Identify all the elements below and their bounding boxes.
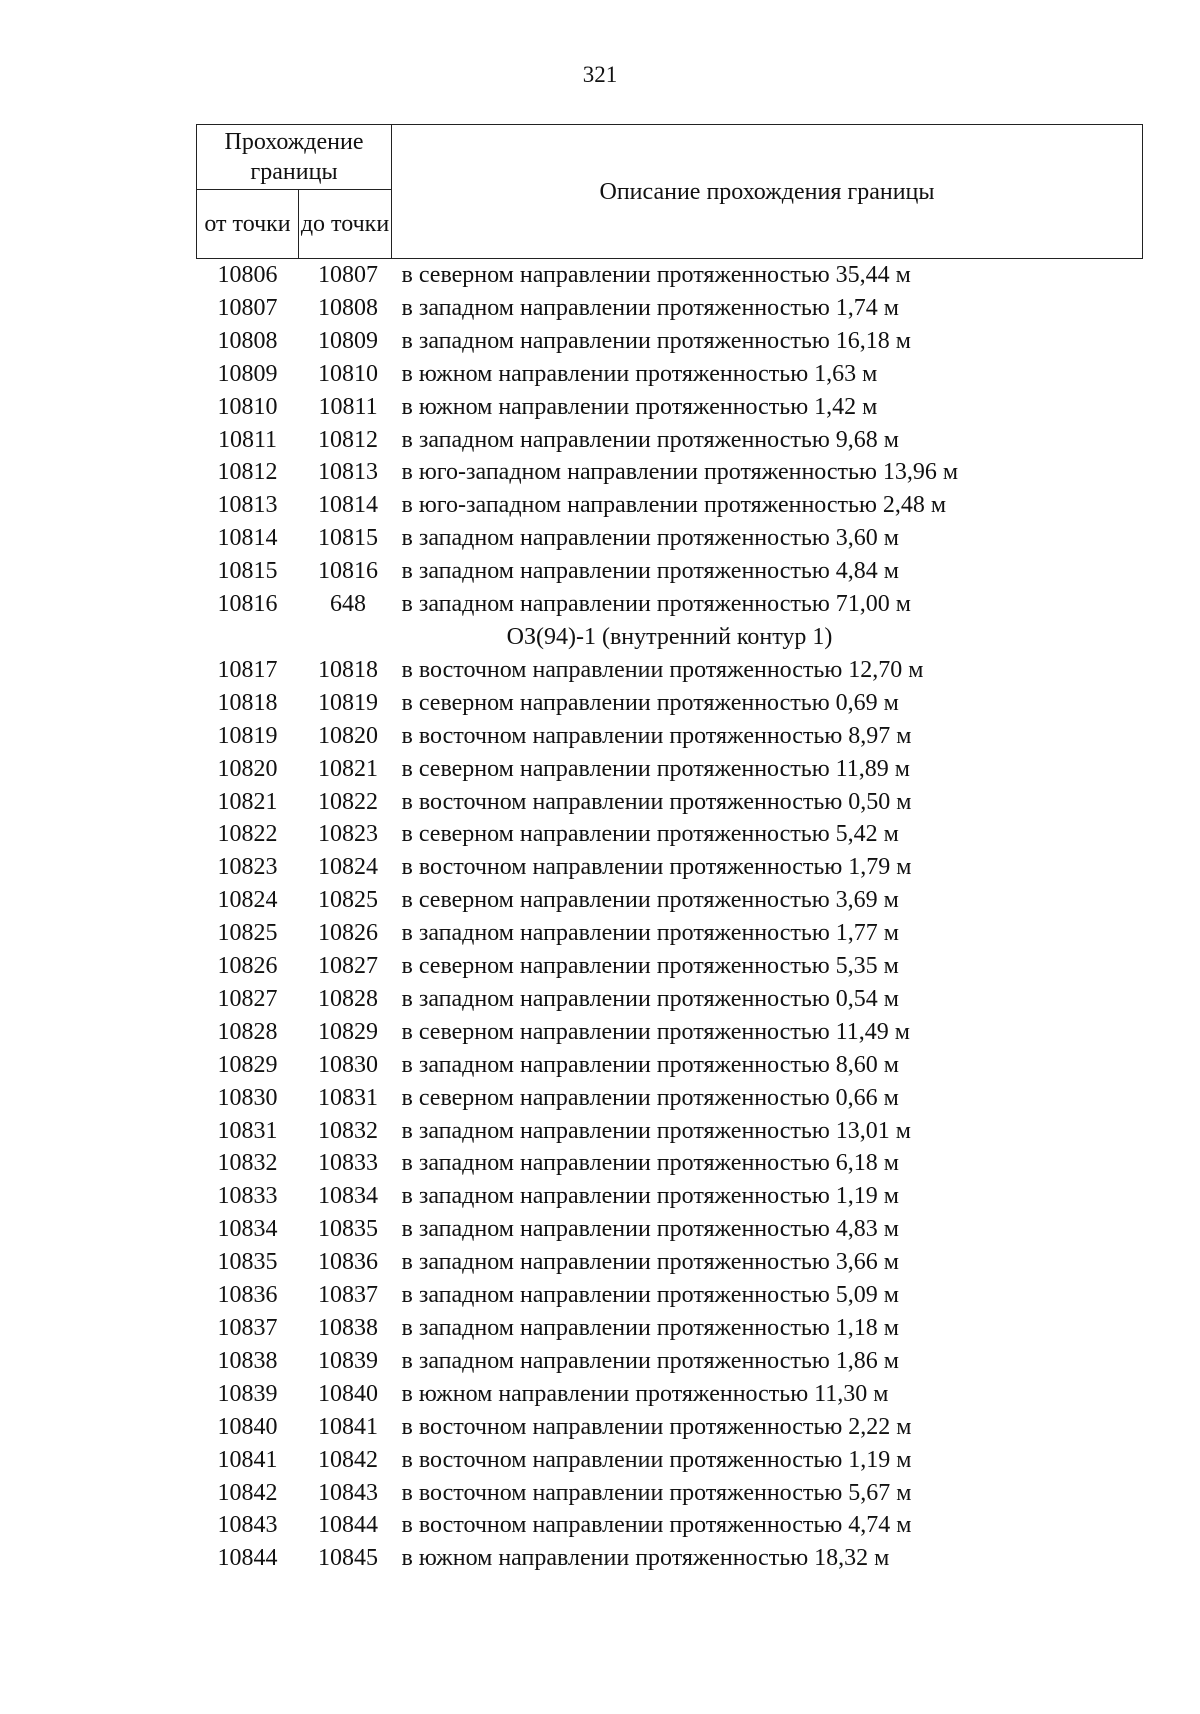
section-title: ОЗ(94)-1 (внутренний контур 1) <box>506 623 833 650</box>
from-point-cell: 10844 <box>217 1545 278 1572</box>
to-point-cell: 10812 <box>318 426 378 453</box>
from-point-cell: 10810 <box>217 393 278 420</box>
to-point-cell: 10826 <box>318 920 378 947</box>
table-row <box>197 1016 1143 1049</box>
description-cell: в западном направлении протяженностью 6,18 м <box>401 1150 899 1177</box>
description-cell: в юго-западном направлении протяженностью 2,48 м <box>401 492 947 519</box>
to-point-cell: 10845 <box>318 1545 378 1572</box>
table-row <box>197 456 1143 489</box>
table-row <box>197 1411 1143 1444</box>
from-point-cell: 10838 <box>217 1347 278 1374</box>
description-cell: в западном направлении протяженностью 3,66 м <box>401 1249 899 1276</box>
description-cell: в северном направлении протяженностью 35,44 м <box>401 262 911 288</box>
from-point-cell: 10815 <box>217 558 278 585</box>
to-point-cell: 10815 <box>318 525 378 552</box>
table-row <box>197 259 1143 292</box>
table-row <box>197 1082 1143 1115</box>
table-row <box>197 1246 1143 1279</box>
description-cell: в восточном направлении протяженностью 0,50 м <box>401 788 912 815</box>
to-point-cell: 10809 <box>318 327 378 354</box>
to-point-cell: 10836 <box>318 1249 378 1276</box>
to-point-cell: 10811 <box>318 393 378 420</box>
table-row <box>197 786 1143 819</box>
to-point-cell: 10844 <box>318 1512 378 1539</box>
from-point-cell: 10841 <box>217 1446 278 1473</box>
table-row <box>197 1049 1143 1082</box>
from-point-cell: 10831 <box>217 1117 278 1144</box>
description-cell: в западном направлении протяженностью 1,19 м <box>401 1183 899 1210</box>
table-body <box>197 259 1143 1576</box>
from-point-cell: 10817 <box>217 656 278 683</box>
from-point-cell: 10818 <box>217 689 278 716</box>
from-point-cell: 10843 <box>217 1512 278 1539</box>
table-header <box>197 125 1143 259</box>
table-row <box>197 851 1143 884</box>
from-point-cell: 10837 <box>217 1315 278 1341</box>
description-cell: в западном направлении протяженностью 0,54 м <box>401 985 899 1012</box>
description-cell: в западном направлении протяженностью 5,09 м <box>401 1282 899 1309</box>
from-point-cell: 10830 <box>217 1084 278 1111</box>
description-cell: в восточном направлении протяженностью 4,74 м <box>401 1512 912 1539</box>
to-point-cell: 10828 <box>318 985 378 1012</box>
table-row <box>197 489 1143 522</box>
table-row <box>197 884 1143 917</box>
to-point-cell: 10823 <box>318 821 378 848</box>
from-point-cell: 10809 <box>217 360 278 387</box>
to-point-cell: 10821 <box>318 755 378 782</box>
from-point-cell: 10811 <box>217 426 278 453</box>
from-point-cell: 10820 <box>217 755 278 782</box>
table-row <box>197 687 1143 720</box>
to-point-cell: 10810 <box>318 360 378 387</box>
table-row <box>197 555 1143 588</box>
to-point-cell: 10819 <box>318 689 378 716</box>
description-cell: в южном направлении протяженностью 1,63 м <box>401 360 878 387</box>
description-cell: в северном направлении протяженностью 11,89 м <box>401 755 910 782</box>
to-point-cell: 10808 <box>318 294 378 321</box>
description-cell: в восточном направлении протяженностью 5,67 м <box>401 1479 912 1506</box>
from-point-cell: 10839 <box>217 1380 278 1407</box>
to-point-cell: 10807 <box>318 262 378 288</box>
to-point-cell: 10827 <box>318 953 378 980</box>
description-cell: в западном направлении протяженностью 3,60 м <box>401 525 899 552</box>
to-point-cell: 10839 <box>318 1347 378 1374</box>
page-number: 321 <box>582 62 618 87</box>
description-cell: в северном направлении протяженностью 5,35 м <box>401 953 899 980</box>
from-point-cell: 10823 <box>217 854 278 881</box>
from-point-cell: 10825 <box>217 920 278 947</box>
table-row <box>197 325 1143 358</box>
table-row <box>197 818 1143 851</box>
to-point-cell: 10842 <box>318 1446 378 1473</box>
to-point-cell: 10835 <box>318 1216 378 1243</box>
from-point-cell: 10836 <box>217 1282 278 1309</box>
to-point-cell: 10832 <box>318 1117 378 1144</box>
description-cell: в юго-западном направлении протяженностью 13,96 м <box>401 459 959 486</box>
description-cell: в западном направлении протяженностью 13,01 м <box>401 1117 911 1144</box>
from-point-cell: 10833 <box>217 1183 278 1210</box>
to-point-cell: 10834 <box>318 1183 378 1210</box>
description-cell: в северном направлении протяженностью 3,69 м <box>401 887 899 914</box>
table-row <box>197 292 1143 325</box>
table-row <box>197 1312 1143 1345</box>
to-point-cell: 10820 <box>318 722 378 749</box>
to-point-cell: 10840 <box>318 1380 378 1407</box>
from-point-cell: 10826 <box>217 953 278 980</box>
from-point-cell: 10834 <box>217 1216 278 1243</box>
from-point-cell: 10829 <box>217 1051 278 1078</box>
from-point-cell: 10814 <box>217 525 278 552</box>
from-point-cell: 10828 <box>217 1018 278 1045</box>
to-point-cell: 10833 <box>318 1150 378 1177</box>
from-point-cell: 10813 <box>217 492 278 519</box>
description-cell: в западном направлении протяженностью 8,60 м <box>401 1051 899 1078</box>
to-point-cell: 10831 <box>318 1084 378 1111</box>
description-cell: в восточном направлении протяженностью 8,97 м <box>401 722 912 749</box>
table-row <box>197 1378 1143 1411</box>
from-point-cell: 10832 <box>217 1150 278 1177</box>
table-row <box>197 917 1143 950</box>
table-row <box>197 1115 1143 1148</box>
boundary-table <box>196 124 1143 1575</box>
from-point-cell: 10819 <box>217 722 278 749</box>
to-point-cell: 10837 <box>318 1282 378 1309</box>
table-row <box>197 391 1143 424</box>
description-cell: в западном направлении протяженностью 1,74 м <box>401 294 899 321</box>
from-point-cell: 10840 <box>217 1413 278 1440</box>
table-row <box>197 424 1143 457</box>
description-cell: в восточном направлении протяженностью 12,70 м <box>401 656 924 683</box>
table-row <box>197 1345 1143 1378</box>
section-row <box>197 621 1143 654</box>
description-cell: в западном направлении протяженностью 4,83 м <box>401 1216 899 1243</box>
to-point-cell: 10825 <box>318 887 378 914</box>
table-row <box>197 1477 1143 1510</box>
from-point-cell: 10842 <box>217 1479 278 1506</box>
description-cell: в западном направлении протяженностью 4,84 м <box>401 558 899 585</box>
header-to-point: до точки <box>299 190 392 259</box>
header-from-point: от точки <box>197 190 299 259</box>
table-row <box>197 983 1143 1016</box>
to-point-cell: 10814 <box>318 492 378 519</box>
table-row <box>197 1444 1143 1477</box>
table-row <box>197 1180 1143 1213</box>
table-row <box>197 358 1143 391</box>
to-point-cell: 10818 <box>318 656 378 683</box>
header-description: Описание прохождения границы <box>392 125 1143 259</box>
description-cell: в северном направлении протяженностью 5,42 м <box>401 821 899 848</box>
description-cell: в западном направлении протяженностью 71,00 м <box>401 591 911 618</box>
description-cell: в западном направлении протяженностью 9,68 м <box>401 426 899 453</box>
table-row <box>197 1509 1143 1542</box>
to-point-cell: 10841 <box>318 1413 378 1440</box>
to-point-cell: 10829 <box>318 1018 378 1045</box>
table-row <box>197 720 1143 753</box>
from-point-cell: 10827 <box>217 985 278 1012</box>
to-point-cell: 10816 <box>318 558 378 585</box>
description-cell: в восточном направлении протяженностью 2,22 м <box>401 1413 912 1440</box>
table-row <box>197 588 1143 621</box>
table-row <box>197 950 1143 983</box>
description-cell: в южном направлении протяженностью 1,42 м <box>401 393 878 420</box>
from-point-cell: 10816 <box>217 591 278 618</box>
from-point-cell: 10812 <box>217 459 278 486</box>
description-cell: в южном направлении протяженностью 11,30 м <box>401 1380 889 1407</box>
from-point-cell: 10807 <box>217 294 278 321</box>
table-row <box>197 1542 1143 1575</box>
to-point-cell: 10838 <box>318 1315 378 1341</box>
to-point-cell: 10813 <box>318 459 378 486</box>
to-point-cell: 10822 <box>318 788 378 815</box>
to-point-cell: 10843 <box>318 1479 378 1506</box>
description-cell: в восточном направлении протяженностью 1,79 м <box>401 854 912 881</box>
from-point-cell: 10822 <box>217 821 278 848</box>
to-point-cell: 10824 <box>318 854 378 881</box>
description-cell: в западном направлении протяженностью 1,86 м <box>401 1347 899 1374</box>
description-cell: в северном направлении протяженностью 11,49 м <box>401 1018 910 1045</box>
table-row <box>197 522 1143 555</box>
from-point-cell: 10824 <box>217 887 278 914</box>
from-point-cell: 10808 <box>217 327 278 354</box>
table-row <box>197 753 1143 786</box>
description-cell: в северном направлении протяженностью 0,69 м <box>401 689 899 716</box>
to-point-cell: 648 <box>330 591 366 618</box>
description-cell: в южном направлении протяженностью 18,32 м <box>401 1545 890 1572</box>
description-cell: в восточном направлении протяженностью 1,19 м <box>401 1446 912 1473</box>
from-point-cell: 10835 <box>217 1249 278 1276</box>
from-point-cell: 10821 <box>217 788 278 815</box>
to-point-cell: 10830 <box>318 1051 378 1078</box>
table-row <box>197 1147 1143 1180</box>
description-cell: в западном направлении протяженностью 1,77 м <box>401 920 899 947</box>
description-cell: в западном направлении протяженностью 16,18 м <box>401 327 911 354</box>
description-cell: в северном направлении протяженностью 0,66 м <box>401 1084 899 1111</box>
table-row <box>197 1213 1143 1246</box>
table-row <box>197 654 1143 687</box>
header-boundary-passage: Прохождение границы <box>197 125 392 190</box>
table-row <box>197 1279 1143 1312</box>
from-point-cell: 10806 <box>217 262 278 288</box>
description-cell: в западном направлении протяженностью 1,18 м <box>401 1315 899 1341</box>
